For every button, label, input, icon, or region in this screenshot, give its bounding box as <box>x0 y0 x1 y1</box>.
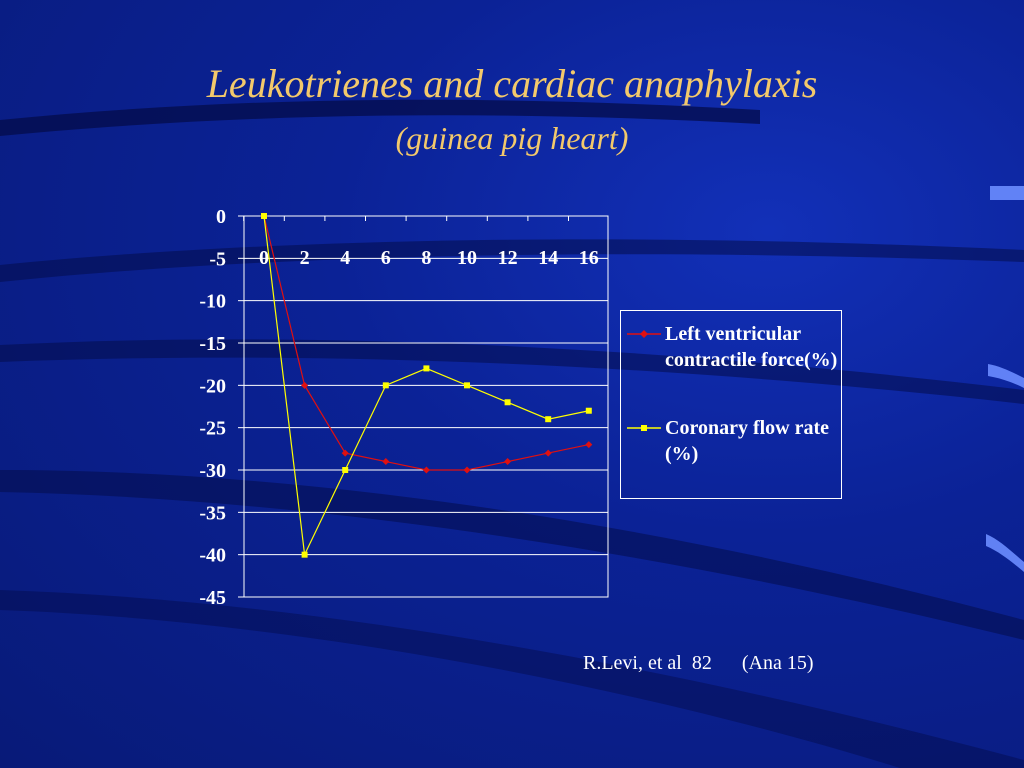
plot-area-frame <box>244 216 608 597</box>
data-point-left-ventricular <box>382 458 389 465</box>
x-tick-label: 10 <box>457 247 477 269</box>
x-tick-label: 0 <box>259 247 269 269</box>
data-point-coronary-flow <box>505 399 511 405</box>
x-tick-label: 14 <box>538 247 559 269</box>
legend-label-coronary-flow: Coronary flow rate (%) <box>665 417 830 465</box>
y-tick-label: -20 <box>199 375 226 398</box>
slide-title: Leukotrienes and cardiac anaphylaxis <box>206 61 818 106</box>
data-point-coronary-flow <box>261 213 267 219</box>
data-point-left-ventricular <box>301 382 308 389</box>
data-point-coronary-flow <box>423 365 429 371</box>
x-tick-label: 6 <box>380 247 391 269</box>
y-tick-label: -15 <box>199 333 226 355</box>
legend-yellow-square-marker-icon <box>627 421 661 435</box>
y-tick-label: -10 <box>199 290 226 313</box>
data-point-left-ventricular <box>342 450 349 457</box>
y-tick-label: -5 <box>209 248 226 271</box>
data-point-left-ventricular <box>545 450 552 457</box>
y-tick-label: -35 <box>199 502 226 525</box>
y-tick-label: -25 <box>199 417 226 440</box>
data-point-coronary-flow <box>586 408 592 414</box>
data-point-left-ventricular <box>423 467 430 474</box>
x-tick-label: 16 <box>578 247 599 269</box>
data-point-left-ventricular <box>504 458 511 465</box>
y-tick-label: -40 <box>199 544 226 567</box>
data-point-coronary-flow <box>302 552 308 558</box>
data-point-coronary-flow <box>383 382 389 388</box>
y-tick-label: -30 <box>199 460 226 482</box>
x-tick-label: 4 <box>340 247 351 269</box>
data-point-coronary-flow <box>464 382 470 388</box>
data-point-left-ventricular <box>585 441 592 448</box>
slide-subtitle: (guinea pig heart) <box>395 120 629 156</box>
y-tick-label: 0 <box>216 206 226 228</box>
legend-red-diamond-marker-icon <box>627 327 661 341</box>
x-tick-label: 2 <box>299 247 310 269</box>
data-point-coronary-flow <box>342 467 348 473</box>
data-point-left-ventricular <box>464 467 471 474</box>
citation: R.Levi, et al 82 (Ana 15) <box>583 652 814 674</box>
data-point-coronary-flow <box>545 416 551 422</box>
chart-legend <box>620 310 842 499</box>
x-tick-label: 8 <box>421 247 432 269</box>
legend-label-left-ventricular: Left ventricular contractile force(%) <box>665 323 838 371</box>
x-tick-label: 12 <box>497 247 518 269</box>
y-tick-label: -45 <box>199 587 226 609</box>
